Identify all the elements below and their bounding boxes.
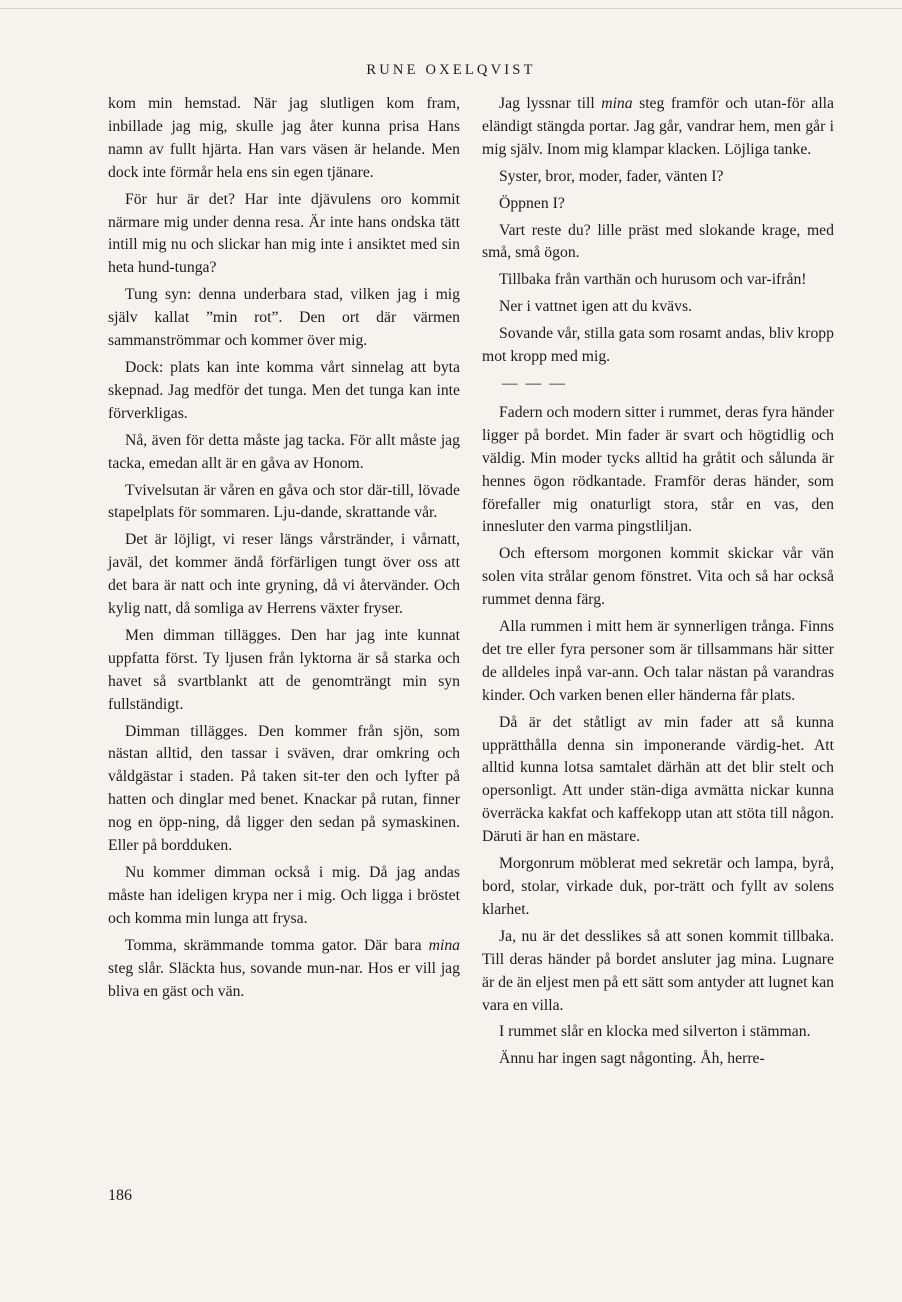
emphasis: mina: [601, 95, 633, 112]
paragraph: Och eftersom morgonen kommit skickar vår vän solen vita strålar genom fönstret. Vita och så har också rummet denna färg.: [482, 545, 834, 609]
text-run: Jag lyssnar till: [499, 95, 602, 112]
page-number: 186: [108, 1187, 132, 1204]
paragraph: Dimman tillägges. Den kommer från sjön, som nästan alltid, den tassar i sväven, drar omkring och våldgästar i staden. På taken sit-ter den och lyfter på hatten och dinglar med benet. Knackar på rutan, finner nog en öpp-ning, då ligger den sedan på symaskinen. Eller på bordduken.: [108, 722, 460, 855]
text-run: steg slår. Släckta hus, sovande mun-nar. Hos er vill jag bliva en gäst och vän.: [108, 959, 460, 1000]
right-column: [482, 93, 834, 1075]
text-run: steg framför och utan-för alla eländigt stängda portar. Jag går, vandrar hem, men går i mig själv. Inom mig klampar klacken. Löjliga tanke.: [482, 95, 834, 158]
paragraph: Tung syn: denna underbara stad, vilken jag i mig själv kallat ”min rot”. Den ort där värmen sammanströmmar och kommer över mig.: [108, 286, 460, 350]
top-edge-rule: [0, 8, 902, 9]
paragraph: Ja, nu är det desslikes så att sonen kommit tillbaka. Till deras händer på bordet ansluter jag mina. Lugnare är de än eljest men på ett sätt som antyder att lugnet kan vara en villa.: [482, 927, 834, 1014]
running-head: RUNE OXELQVIST: [366, 62, 536, 78]
paragraph: Alla rummen i mitt hem är synnerligen trånga. Finns det tre eller fyra personer som är tillsammans här sitter de alldeles inpå var-ann. Och talar nästan på varandras kinder. Och varken benen eller händerna får plats.: [482, 618, 834, 704]
paragraph: För hur är det? Har inte djävulens oro kommit närmare mig under denna resa. Är inte hans ondska tätt intill mig nu och slickar han mig inte i ansiktet med sin heta hund-tunga?: [108, 190, 460, 277]
paragraph: kom min hemstad. När jag slutligen kom fram, inbillade jag mig, skulle jag åter kunna prisa Hans namn av fullt hjärta. Han vars väsen är helande. Men dock inte förmår hela ens sin egen tjänare.: [108, 95, 460, 181]
paragraph: Öppnen I?: [499, 194, 565, 212]
paragraph: Sovande vår, stilla gata som rosamt andas, bliv kropp mot kropp med mig.: [482, 325, 834, 366]
paragraph: Ner i vattnet igen att du kvävs.: [499, 298, 692, 316]
emphasis: mina: [428, 936, 460, 954]
paragraph: Syster, bror, moder, fader, vänten I?: [499, 167, 724, 185]
paragraph: Tillbaka från varthän och hurusom och var-ifrån!: [499, 271, 807, 289]
paragraph: Det är löjligt, vi reser längs vårstränder, i vårnatt, javäl, det kommer ändå förfärligen tungt över oss att det bara är natt och inte gryning, då vi återvänder. Och kylig natt, då somliga av Herrens växter fryser.: [108, 531, 460, 618]
paragraph: Dock: plats kan inte komma vårt sinnelag att byta skepnad. Jag medför det tunga. Men det tunga kan inte förverkligas.: [108, 358, 460, 422]
paragraph: Nu kommer dimman också i mig. Då jag andas måste han ideligen krypa ner i mig. Och ligga i bröstet och komma min lunga att frysa.: [108, 864, 460, 927]
paragraph: Då är det ståtligt av min fader att så kunna upprätthålla denna sin imponerande värdig-het. Att alltid kunna lotsa samtalet därhän att det blir stelt och opersonligt. Att under stän-diga avmätta nickar kunna överräcka kakfat och kaffekopp utan att stöta till någon. Däruti är han en mästare.: [482, 713, 834, 846]
paragraph: I rummet slår en klocka med silverton i stämman.: [499, 1023, 811, 1041]
paragraph: [482, 93, 834, 162]
paragraph: Morgonrum möblerat med sekretär och lampa, byrå, bord, stolar, virkade duk, por-trätt och fyllt av solens klarhet.: [482, 855, 834, 918]
paragraph: [108, 935, 460, 1004]
section-break: — — —: [502, 374, 567, 392]
paragraph: Nå, även för detta måste jag tacka. För allt måste jag tacka, emedan allt är en gåva av Honom.: [108, 431, 460, 472]
paragraph: Men dimman tillägges. Den har jag inte kunnat uppfatta först. Ty ljusen från lyktorna är så starka och havet så svartblankt att de genomträngt min syn fullständigt.: [108, 626, 460, 713]
left-column: [108, 93, 460, 1007]
paragraph: Ännu har ingen sagt någonting. Åh, herre-: [499, 1050, 765, 1068]
paragraph: Vart reste du? lille präst med slokande krage, med små, små ögon.: [482, 221, 834, 262]
text-run: Tomma, skrämmande tomma gator. Där bara: [125, 936, 429, 954]
paragraph: Fadern och modern sitter i rummet, deras fyra händer ligger på bordet. Min fader är svart och högtidlig och väldig. Min moder tycks alltid ha gråtit och sålunda är hennes ögon rödkantade. Framför deras händer, som förefaller mig onaturligt stora, står en vas, den innesluter den varma pingstliljan.: [482, 403, 834, 536]
paragraph: Tvivelsutan är våren en gåva och stor där-till, lövade stapelplats för sommaren. Lju-dande, skrattande vår.: [108, 481, 460, 522]
